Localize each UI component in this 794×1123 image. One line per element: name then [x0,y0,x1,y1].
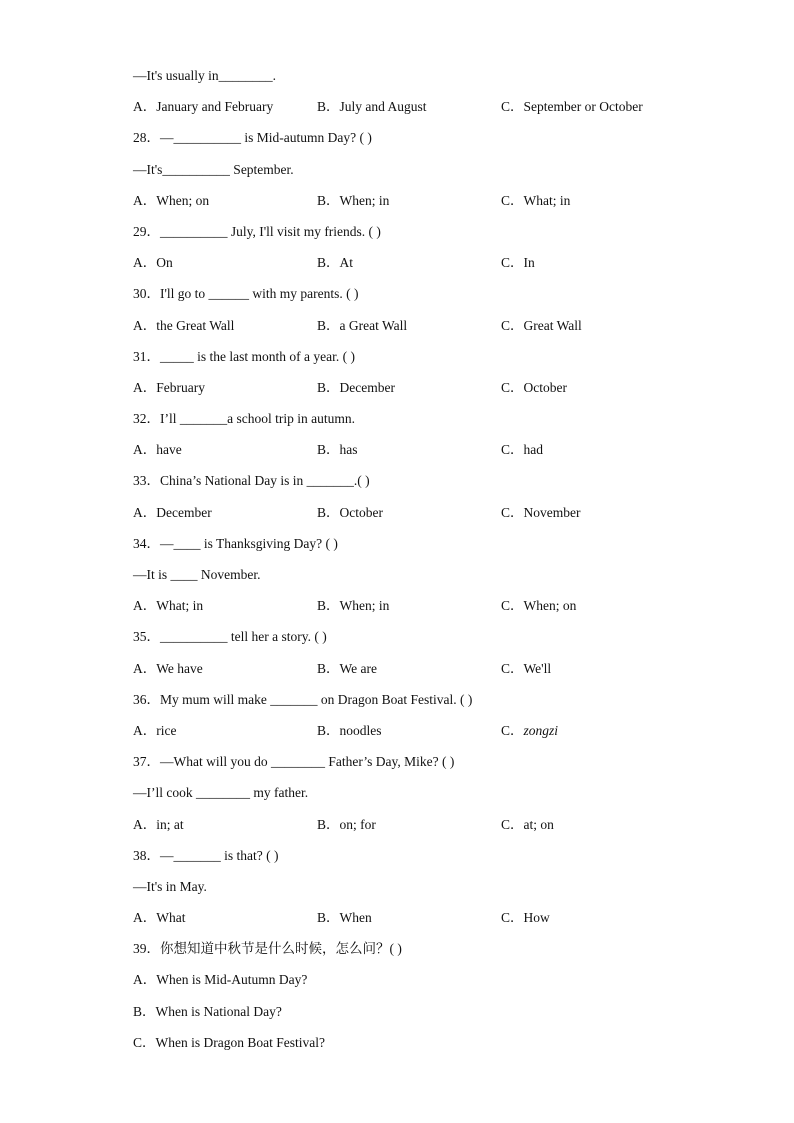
option-a: A．On [133,255,173,271]
option-a: A．January and February [133,99,274,115]
options-row [133,438,693,469]
option-c: C．How [501,910,550,926]
option-c: C．September or October [501,99,643,115]
option-c: C．Great Wall [501,317,582,333]
option-a: A．the Great Wall [133,317,235,333]
question-35: 35．__________ tell her a story. ( ) [133,629,327,645]
option-a: A．in; at [133,816,184,832]
option-a: A．have [133,442,182,458]
options-row [133,501,693,532]
option-b: B．has [317,442,358,458]
option-a: A．What; in [133,598,204,614]
option-a: A．rice [133,722,177,738]
option-c: C．We'll [501,660,552,676]
options-row [133,376,693,407]
answer-line: —It's usually in________. [133,68,277,83]
question-32: 32．I’ll _______a school trip in autumn. [133,411,355,427]
answer-line: —I’ll cook ________ my father. [133,785,309,801]
option-c: C．In [501,255,535,271]
option-b: B．When is National Day? [133,1003,282,1019]
option-a: A．February [133,379,205,395]
option-a: A．What [133,910,186,926]
option-a: A．We have [133,660,203,676]
option-a: A．When; on [133,192,210,208]
option-b: B．When; in [317,192,390,208]
options-row [133,657,693,688]
option-c: C．at; on [501,816,554,832]
options-row [133,189,693,220]
option-b: B．on; for [317,816,376,832]
option-c-italic-word: zongzi [523,722,559,738]
options-row [133,95,693,126]
option-b: B．noodles [317,722,382,738]
option-b: B．July and August [317,99,427,115]
option-c: C．When is Dragon Boat Festival? [133,1034,325,1050]
options-row [133,719,693,750]
option-b: B．At [317,255,354,271]
question-36: 36．My mum will make _______ on Dragon Boat Festival. ( ) [133,691,473,707]
options-row [133,813,693,844]
answer-line: —It is ____ November. [133,567,261,582]
option-b: B．October [317,504,383,520]
option-c: C．had [501,442,543,458]
option-a: A．When is Mid-Autumn Day? [133,972,308,988]
question-38: 38．—_______ is that? ( ) [133,847,279,863]
answer-line: —It's in May. [133,878,207,894]
option-b: B．We are [317,660,378,676]
question-39: 39．你想知道中秋节是什么时候，怎么问？( ) [133,941,402,957]
option-c: C．When; on [501,598,577,614]
options-row [133,906,693,937]
option-c: C．October [501,379,567,395]
question-34: 34．—____ is Thanksgiving Day? ( ) [133,535,338,551]
question-37: 37．—What will you do ________ Father’s Day, Mike? ( ) [133,754,455,770]
answer-line: —It's__________ September. [133,161,294,177]
question-28: 28．—__________ is Mid-autumn Day? ( ) [133,130,372,146]
option-c-prefix: C． [501,722,524,738]
option-b: B．When; in [317,598,390,614]
option-c: C．November [501,504,581,520]
question-29: 29．__________ July, I'll visit my friends. ( ) [133,223,381,239]
option-b: B．When [317,910,372,926]
option-b: B．a Great Wall [317,317,408,333]
question-33: 33．China’s National Day is in _______.( ) [133,473,370,489]
option-b: B．December [317,379,395,395]
options-row [133,251,693,282]
option-c [501,719,693,750]
question-30: 30．I'll go to ______ with my parents. ( ) [133,286,359,302]
worksheet-page [133,64,693,1062]
question-31: 31．_____ is the last month of a year. ( ) [133,348,355,364]
options-row [133,314,693,345]
option-a: A．December [133,504,212,520]
options-row [133,594,693,625]
option-c: C．What; in [501,192,571,208]
